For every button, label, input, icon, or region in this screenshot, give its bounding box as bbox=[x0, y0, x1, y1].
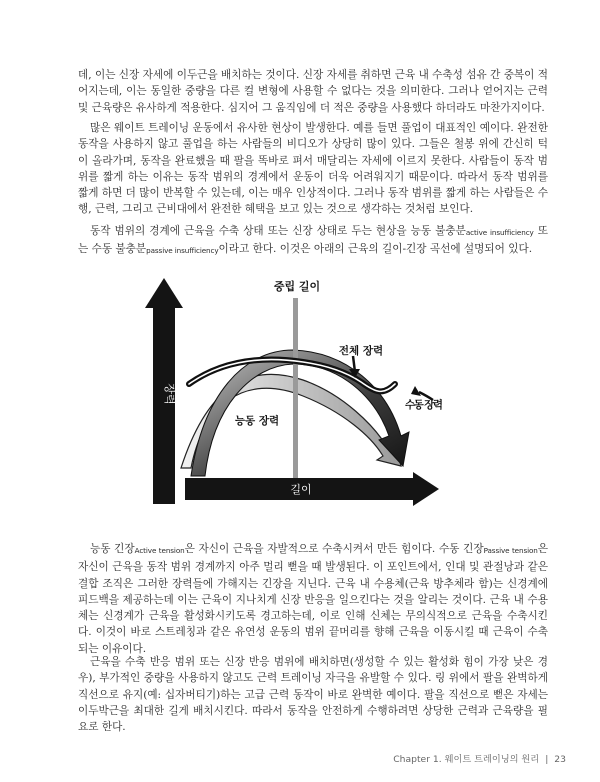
y-axis-label: 장력 bbox=[163, 383, 176, 405]
neutral-length-line bbox=[293, 298, 298, 478]
paragraph-3: 동작 범위의 경계에 근육을 수축 상태 또는 신장 상태로 두는 현상을 능동 불충분active insufficiency 또는 수동 불충분passive insufficiency이라고 한다. 이것은 아래의 근육의 길이-긴장 곡선에 설명되어 있다. bbox=[78, 225, 548, 256]
x-axis-label: 길이 bbox=[290, 483, 312, 496]
x-axis-arrow bbox=[185, 472, 439, 506]
page-number: 23 bbox=[554, 754, 566, 765]
paragraph-1: 데, 이는 신장 자세에 이두근을 배치하는 것이다. 신장 자세를 취하면 근육 내 수축성 섬유 간 중복이 적어지는데, 이는 동일한 중량을 다른 컬 변형에 사용할 수 없다는 것을 의미한다. 그러나 얻어지는 근력 및 근육량은 유사하게 적용한다. 심지어 그 움직임에 더 적은 중량을 사용했다 하더라도 마찬가지이다. bbox=[78, 69, 548, 114]
paragraph-4: 능동 긴장Active tension은 자신이 근육을 자발적으로 수축시켜서 만든 힘이다. 수동 긴장Passive tension은 자신이 근육을 동작 범위 경계까지 아주 멀리 뻗을 때 발생된다. 이 포인트에서, 인대 및 관절낭과 같은 결합 조직은 그러한 장력들에 가해지는 긴장을 지닌다. 근육 내 수용체(근육 방추체라 함)는 신경계에 피드백을 제공하는데 이는 근육이 지나치게 신장 반응을 일으킨다는 것을 알리는 것이다. 근육 내 수용체는 신경계가 근육을 활성화시키도록 경고하는데, 이로 인해 신체는 무의식적으로 근육을 수축시킨다. 이것이 바로 스트레칭과 같은 유연성 운동의 범위 끝머리를 향해 근육을 이동시킬 때 근육이 수축되는 이유이다. bbox=[78, 543, 548, 655]
total-tension-label: 전체 장력 bbox=[338, 345, 384, 357]
chapter-title: Chapter 1. 웨이트 트레이닝의 원리 bbox=[393, 754, 540, 765]
neutral-length-label: 중립 길이 bbox=[273, 280, 321, 293]
paragraph-2: 많은 웨이트 트레이닝 운동에서 유사한 현상이 발생한다. 예를 들면 풀업이 대표적인 예이다. 완전한 동작을 사용하지 않고 풀업을 하는 사람들의 비디오가 상당히 많이 있다. 그들은 철봉 위에 간신히 턱이 올라가며, 동작을 완료했을 때 팔을 똑바로 펴서 매달리는 자세에 이르지 못한다. 사람들이 동작 범위를 짧게 하는 이유는 동작 범위의 경계에서 운동이 더욱 어려워지기 때문이다. 따라서 동작 범위를 짧게 하면 더 많이 반복할 수 있는데, 이는 매우 인상적이다. 그러나 동작 범위를 짧게 하는 사람들은 수행, 근력, 그리고 근비대에서 완전한 혜택을 보고 있는 것으로 생각하는 것처럼 보인다. bbox=[78, 122, 548, 216]
active-tension-label: 능동 장력 bbox=[234, 415, 280, 427]
passive-tension-label: 수동 장력 bbox=[405, 399, 443, 411]
length-tension-curve-figure bbox=[143, 276, 443, 528]
page-footer: Chapter 1. 웨이트 트레이닝의 원리 | 23 bbox=[393, 754, 566, 765]
paragraph-5: 근육을 수축 반응 범위 또는 신장 반응 범위에 배치하면(생성할 수 있는 활성화 힘이 가장 낮은 경우), 부가적인 중량을 사용하지 않고도 근력 트레이닝 자극을 유발할 수 있다. 링 위에서 팔을 완벽하게 직선으로 유지(예: 십자버티기)하는 고급 근력 동작이 바로 완벽한 예이다. 팔을 직선으로 뻗은 자세는 이두박근을 최대한 길게 배치시킨다. 따라서 동작을 안전하게 수행하려면 상당한 근력과 근육량을 필요로 한다. bbox=[78, 656, 548, 734]
